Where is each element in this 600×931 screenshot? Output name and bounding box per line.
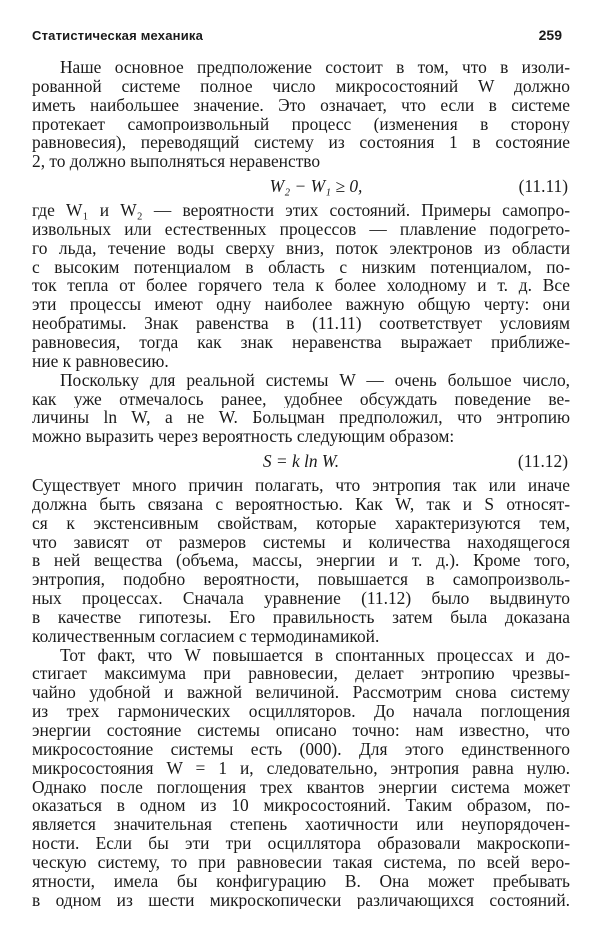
text-line: оказаться в одном из 10 микросостояний. Таким образом, по- <box>32 796 570 816</box>
paragraph-1 <box>32 58 570 171</box>
paragraph-2 <box>32 201 570 371</box>
text-line: энергии состояние системы описано точно: нам известно, что <box>32 721 570 740</box>
text-line: должна быть связана с вероятностью. Как W, так и S относят- <box>32 494 570 514</box>
paragraph-3 <box>32 371 570 446</box>
text-line: ных процессах. Сначала уравнение (11.12) было выдвинуто <box>32 589 570 608</box>
equation-11-12 <box>32 446 570 476</box>
text-line: ние к равновесию. <box>32 351 169 371</box>
text-line: в одном из шести микроскопически различающихся состояний. <box>32 890 570 910</box>
text-line: 2, то должно выполняться неравенство <box>32 152 321 172</box>
text-line: личины ln W, а не W. Больцман предположил, что энтропию <box>32 408 570 428</box>
page-header <box>32 27 562 43</box>
text-line: что зависят от размеров системы и количества находящегося <box>32 532 570 552</box>
text-line: микросостояния W = 1 и, следовательно, энтропия равна нулю. <box>32 758 570 778</box>
text-line: ности. Если бы эти три осциллятора образовали макроскопи- <box>32 834 570 853</box>
text-line: ческую систему, то при равновесии такая система, по всей веро- <box>32 852 570 872</box>
text-line: является значительная степень хаотичности или неупорядочен- <box>32 815 570 835</box>
text-line: количественным согласием с термодинамикой. <box>32 626 380 646</box>
text-line: в ней вещества (объема, массы, энергии и т. д.). Кроме того, <box>32 551 570 571</box>
equation-formula: W₂ − W₁ ≥ 0, <box>269 176 363 197</box>
text-line: ся к экстенсивным свойствам, которые характеризуются тем, <box>32 513 570 533</box>
text-line: извольных или естественных процессов — плавление подогрето- <box>32 219 570 239</box>
text-line: с высоким потенциалом в область с низким потенциалом, по- <box>32 257 570 277</box>
text-line: равновесия, тогда как знак неравенства выражает приближе- <box>32 332 570 352</box>
text-line: можно выразить через вероятность следующим образом: <box>32 427 455 447</box>
text-line: из трех гармонических осцилляторов. До начала поглощения <box>32 702 570 721</box>
equation-number: (11.11) <box>518 176 568 197</box>
text-line: стигает максимума при равновесии, делает энтропию чрезвы- <box>32 664 570 684</box>
equation-number: (11.12) <box>517 451 568 472</box>
text-line: равновесия), переводящий систему из состояния 1 в состояние <box>32 133 570 153</box>
paragraph-4 <box>32 476 570 646</box>
paragraph-5 <box>32 646 570 910</box>
equation-formula: S = k ln W. <box>262 451 340 472</box>
text-line: ток тепла от более горячего тела к более холодному и т. д. Все <box>32 276 570 296</box>
text-line: иметь наибольшее значение. Это означает, что если в системе <box>32 95 570 115</box>
text-line: ятности, имела бы конфигурацию B. Она может пребывать <box>32 871 570 891</box>
text-line: микросостояние системы есть (000). Для этого единственного <box>32 739 570 759</box>
text-line: Поскольку для реальной системы W — очень большое число, <box>60 370 570 390</box>
text-line: как уже отмечалось ранее, удобнее обсуждать поведение ве- <box>32 389 570 409</box>
equation-11-11 <box>32 171 570 201</box>
text-line: энтропия, подобно вероятности, повышается в самопроизволь- <box>32 570 570 590</box>
text-line: чайно удобной и важной величиной. Рассмотрим снова систему <box>32 683 570 703</box>
text-line: в качестве гипотезы. Его правильность затем была доказана <box>32 607 570 627</box>
text-line: Наше основное предположение состоит в том, что в изоли- <box>60 58 570 77</box>
text-line: Однако после поглощения трех квантов энергии система может <box>32 777 570 797</box>
text-line: эти процессы имеют одну наиболее важную общую черту: они <box>32 295 570 315</box>
text-line: го льда, течение воды сверху вниз, поток электронов из области <box>32 238 570 258</box>
text-line: протекает самопроизвольный процесс (изменения в сторону <box>32 114 570 134</box>
text-line: где W₁ и W₂ — вероятности этих состояний. Примеры самопро- <box>32 201 570 220</box>
text-line: Тот факт, что W повышается в спонтанных процессах и до- <box>60 645 570 665</box>
body-text <box>32 58 570 909</box>
text-line: рованной системе полное число микросостояний W должно <box>32 76 570 96</box>
text-line: Существует много причин полагать, что энтропия так или иначе <box>32 476 570 495</box>
text-line: необратимы. Знак равенства в (11.11) соответствует условиям <box>32 314 570 333</box>
page-number: 259 <box>538 27 562 43</box>
running-head: Статистическая механика <box>32 28 204 43</box>
